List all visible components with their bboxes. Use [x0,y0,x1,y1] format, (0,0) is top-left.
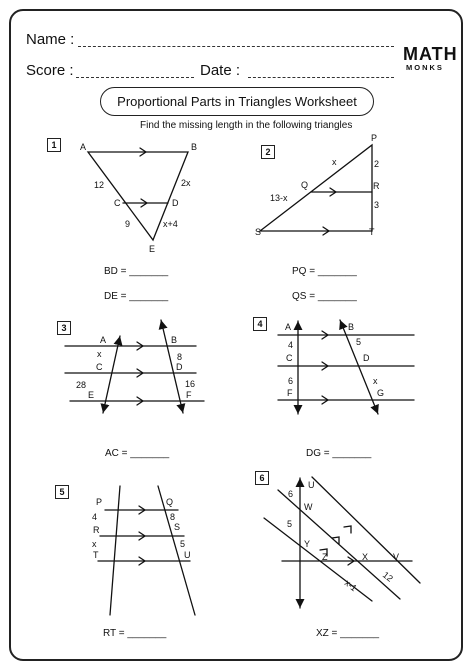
instruction-text: Find the missing length in the following triangles [140,120,353,131]
p5-label-8: 8 [170,512,176,522]
p3-point-a: A [100,335,107,345]
p2-point-p: P [371,133,378,143]
logo-monks-text: MONKS [406,63,444,72]
p6-point-z: Z [322,552,328,562]
p1-point-a: A [80,142,87,152]
p2-point-s: S [255,227,262,237]
p4-point-c: C [286,353,293,363]
p4-point-d: D [363,353,370,363]
p4-point-a: A [285,322,292,332]
answer-dg[interactable]: DG = _______ [306,448,372,459]
p4-label-5: 5 [356,337,362,347]
p1-label-12: 12 [94,180,105,190]
diagram-2 [260,145,372,235]
p6-point-y: Y [304,539,311,549]
p4-point-b: B [348,322,355,332]
p3-label-28: 28 [76,380,87,390]
worksheet-title: Proportional Parts in Triangles Worksheet [100,87,374,116]
p6-point-x: X [362,552,369,562]
p4-label-4: 4 [288,340,294,350]
p5-label-5: 5 [180,539,186,549]
p1-point-d: D [172,198,179,208]
p6-label-12: 12 [380,569,395,584]
answer-bd[interactable]: BD = _______ [104,266,169,277]
p5-point-s: S [174,522,181,532]
p2-label-x: x [332,157,337,167]
p5-label-x: x [92,539,97,549]
name-label: Name : [26,31,75,48]
diagram-5 [98,486,195,615]
p1-label-9: 9 [125,219,131,229]
p6-label-5: 5 [287,519,293,529]
p5-point-q: Q [166,497,174,507]
p1-label-x4: x+4 [163,219,178,229]
p2-label-13x: 13-x [270,193,288,203]
logo-math-text: MATH [403,44,458,64]
p5-point-t: T [93,550,99,560]
answer-ac[interactable]: AC = _______ [105,448,170,459]
p3-label-8: 8 [177,352,183,362]
p3-point-d: D [176,362,183,372]
p2-label-2: 2 [374,159,380,169]
problem-number-4: 4 [253,317,267,331]
p3-point-c: C [96,362,103,372]
answer-pq[interactable]: PQ = _______ [292,266,357,277]
answer-de[interactable]: DE = _______ [104,291,169,302]
p4-label-x: x [373,376,378,386]
p4-point-f: F [287,388,293,398]
problem-number-1: 1 [47,138,61,152]
p4-label-6: 6 [288,376,294,386]
p3-label-x: x [97,349,102,359]
p6-point-w: W [304,502,313,512]
score-label: Score : [26,62,74,79]
problem-number-3: 3 [57,321,71,335]
p6-point-u: U [308,480,315,490]
p5-point-p: P [96,497,103,507]
diagram-3 [65,320,204,413]
p1-point-c: C [114,198,121,208]
p6-point-v: V [393,552,400,562]
p3-point-b: B [171,335,178,345]
p3-point-f: F [186,390,192,400]
date-label: Date : [200,62,241,79]
problem-number-6: 6 [255,471,269,485]
p1-point-b: B [191,142,198,152]
p6-label-x1: x-1 [342,577,359,594]
answer-qs[interactable]: QS = _______ [292,291,357,302]
p1-point-e: E [149,244,156,254]
p5-point-u: U [184,550,191,560]
p5-label-4: 4 [92,512,98,522]
p2-label-3: 3 [374,200,380,210]
answer-xz[interactable]: XZ = _______ [316,628,380,639]
p2-point-q: Q [301,180,309,190]
p3-point-e: E [88,390,95,400]
problem-number-5: 5 [55,485,69,499]
p5-point-r: R [93,525,100,535]
p6-label-6: 6 [288,489,294,499]
answer-rt[interactable]: RT = _______ [103,628,167,639]
p4-point-g: G [377,388,385,398]
problem-number-2: 2 [261,145,275,159]
p1-label-2x: 2x [181,178,191,188]
p2-point-r: R [373,181,380,191]
diagram-4 [278,320,414,414]
p3-label-16: 16 [185,379,196,389]
p2-point-t: T [369,227,375,237]
